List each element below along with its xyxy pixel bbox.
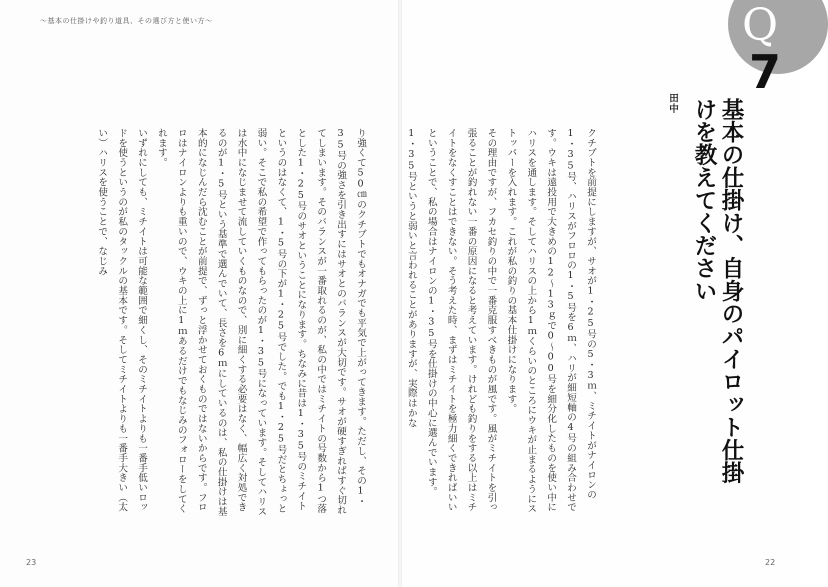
right-page-body bbox=[405, 128, 600, 520]
question-letter: Q bbox=[742, 0, 779, 51]
author-name: 田中 bbox=[667, 93, 678, 114]
page-number-left: 23 bbox=[26, 558, 37, 567]
page-title: 基本の仕掛け、自身のパイロット仕掛けを教えてください bbox=[691, 98, 744, 484]
body-paragraph: り強くて50㎝のクチブトでもオナガでも平気で上がってきます。ただし、その1・35号の強さを引き出すにはサオとのバランスが大切です。サオが硬すぎればすぐ切れてしまいます。そのバランスが一番取れるのが、私の中ではミチイトの号数から1つ落とした1・25号のサオということになります。ちなみに昔は1・35号のミチイトというのはなくて、1・5号の下が1・25号でした。でも1・25号だとちょっと弱い。そこで私の希望で作ってもらったのが1・35号になっています。そしてハリスは水中になじませて流していくものなので、別に細くする必要はなく、幅広く対処できるのが1・5号という基準で選んでいて、長さを6ｍにしているのは、私の仕掛けは基本的になじんだら沈むことが前提で、ずっと浮かせておくものではないからです。フロロはナイロンよりも重いので、ウキの上に1ｍあるだけでもなじみのフォローをしてくれます。 bbox=[155, 128, 366, 517]
page-number-right: 22 bbox=[765, 558, 776, 567]
body-paragraph: 1・35号というと弱いと言われることがありますが、実際はかな bbox=[405, 128, 417, 428]
left-page-body bbox=[40, 128, 370, 520]
body-paragraph: いずれにしても、ミチイトは可能な範囲で細くし、そのミチイトよりも一番手低いロッドを使うというのが私のタックルの基本です。そしてミチイトよりも一番手大きい（太い）ハリスを使うことで、なじみ bbox=[96, 128, 148, 513]
body-paragraph: その理由ですが、フカセ釣りの中で一番克服すべきものが風です。風がミチイトを引っ張ることが釣れない一番の原因になると考えています。けれども釣りをする以上はミチイトをなくすことはできない。そう考えた時、まずはミチイトを極力細くできればいいということで、私の場合はナイロンの1・35号を仕掛けの中心に選んでいます。 bbox=[425, 128, 497, 513]
body-paragraph: クチブトを前提にしますが、サオが1・25号の5・3ｍ、ミチイトがナイロンの1・35号、ハリスがフロロの1・5号を6ｍ、ハリが細短軸の4号の組み合わせです。ウキは遠投用で大きめの12〜13ｇで0〜00号を細分化したものを使い中にハリスを通します。そしてハリスの上から1ｍくらいのところにウキが止まるようにストッパーを入れます。これが私の釣りの基本仕掛けになります。 bbox=[505, 128, 596, 514]
running-head: 〜基本の仕掛けや釣り道具、その選び方と使い方〜 bbox=[40, 17, 213, 25]
question-number: 7 bbox=[749, 45, 782, 99]
